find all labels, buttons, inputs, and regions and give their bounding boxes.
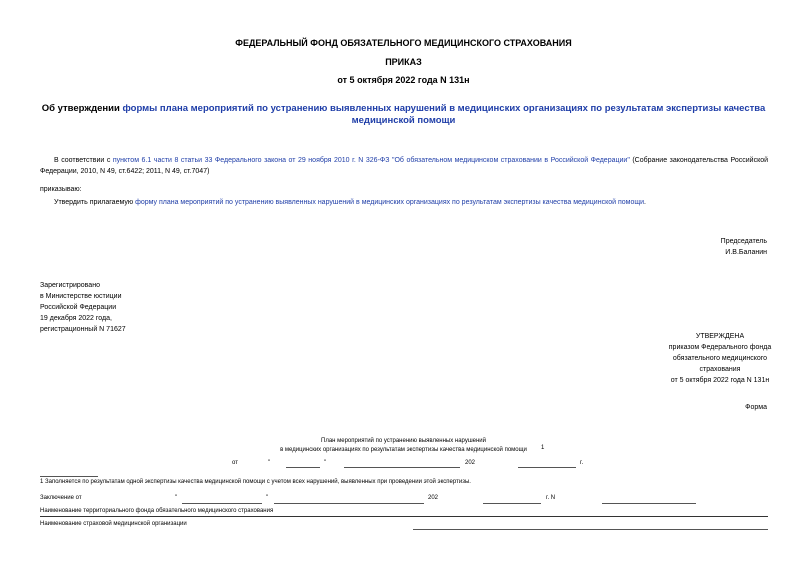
document-heading	[40, 103, 767, 127]
approved-line: от 5 октября 2022 года N 131н	[670, 377, 770, 384]
footnote-text: Заполняется по результатам одной экспертизы качества медицинской помощи с учетом всех нарушений, выявленных при проведении этой экспертизы.	[45, 479, 471, 485]
org-title: ФЕДЕРАЛЬНЫЙ ФОНД ОБЯЗАТЕЛЬНОГО МЕДИЦИНСКОГО СТРАХОВАНИЯ	[235, 38, 572, 48]
approved-line: приказом Федерального фонда	[668, 344, 772, 351]
preamble	[40, 155, 768, 177]
plan-year: 202	[465, 460, 476, 466]
plan-title-line1: План мероприятий по устранению выявленных нарушений	[321, 438, 486, 444]
fund-name-field[interactable]	[40, 516, 768, 517]
conclusion-label: Заключение от	[40, 495, 82, 501]
heading-prefix: Об утверждении	[41, 103, 123, 114]
day-field[interactable]	[286, 467, 320, 468]
doc-date-number: от 5 октября 2022 года N 131н	[337, 75, 470, 85]
conclusion-year-field[interactable]	[483, 503, 541, 504]
registration-line: в Министерстве юстиции	[40, 293, 122, 300]
conclusion-quote-open: "	[175, 495, 178, 501]
conclusion-day-field[interactable]	[182, 503, 262, 504]
registration-line: Российской Федерации	[40, 304, 117, 311]
law-link[interactable]: пунктом 6.1 части 8 статьи 33 Федерального закона от 29 ноября 2010 г. N 326-ФЗ "Об обязательном медицинском страховании в Российской Федерации"	[112, 157, 630, 164]
plan-title-line2: в медицинских организациях по результатам экспертизы качества медицинской помощи	[280, 447, 527, 453]
conclusion-year: 202	[428, 495, 439, 501]
preamble-text-start: В соответствии с	[54, 157, 113, 164]
conclusion-quote-close: "	[266, 495, 269, 501]
fund-name-label: Наименование территориального фонда обязательного медицинского страхования	[40, 508, 274, 514]
plan-from-label: от	[232, 460, 238, 466]
year-field[interactable]	[518, 467, 576, 468]
footnote-separator	[40, 476, 98, 477]
plan-year-suffix: г.	[580, 460, 584, 466]
preamble-text-end: (Собрание законодательства Российской Федерации, 2010, N 49, ст.6422; 2011, N 49, ст.7047)	[40, 157, 769, 175]
registration-block	[40, 280, 126, 335]
registration-line: 19 декабря 2022 года,	[40, 315, 112, 322]
form-link[interactable]: форму плана мероприятий по устранению выявленных нарушений в медицинских организациях по результатам экспертизы качества медицинской помощи	[135, 199, 645, 206]
signature-role: Председатель	[720, 238, 767, 245]
footnote	[40, 479, 471, 485]
approve-text-end: .	[644, 199, 646, 206]
month-field[interactable]	[344, 467, 460, 468]
registration-line: регистрационный N 71627	[40, 326, 126, 333]
footnote-ref: 1	[541, 445, 545, 451]
registration-line: Зарегистрировано	[40, 282, 100, 289]
footnote-mark: 1	[40, 479, 44, 485]
approved-line: УТВЕРЖДЕНА	[695, 333, 745, 340]
form-label: Форма	[745, 404, 767, 411]
approved-line: обязательного медицинского	[672, 355, 768, 362]
insurer-name-label: Наименование страховой медицинской организации	[40, 521, 187, 527]
approve-text-start: Утвердить прилагаемую	[54, 199, 136, 206]
doc-type: ПРИКАЗ	[385, 57, 422, 67]
approved-block	[650, 331, 790, 386]
conclusion-month-field[interactable]	[274, 503, 424, 504]
conclusion-number-label: г. N	[546, 495, 556, 501]
quote-close: "	[324, 460, 327, 466]
order-word: приказываю:	[40, 186, 82, 193]
approved-line: страхования	[699, 366, 741, 373]
conclusion-number-field[interactable]	[602, 503, 696, 504]
approve-paragraph	[40, 197, 768, 208]
heading-link[interactable]: формы плана мероприятий по устранению выявленных нарушений в медицинских организациях по результатам экспертизы качества медицинской помощи	[122, 103, 766, 126]
insurer-name-field[interactable]	[413, 529, 768, 530]
signature-name: И.В.Баланин	[725, 249, 767, 256]
quote-open: "	[268, 460, 271, 466]
